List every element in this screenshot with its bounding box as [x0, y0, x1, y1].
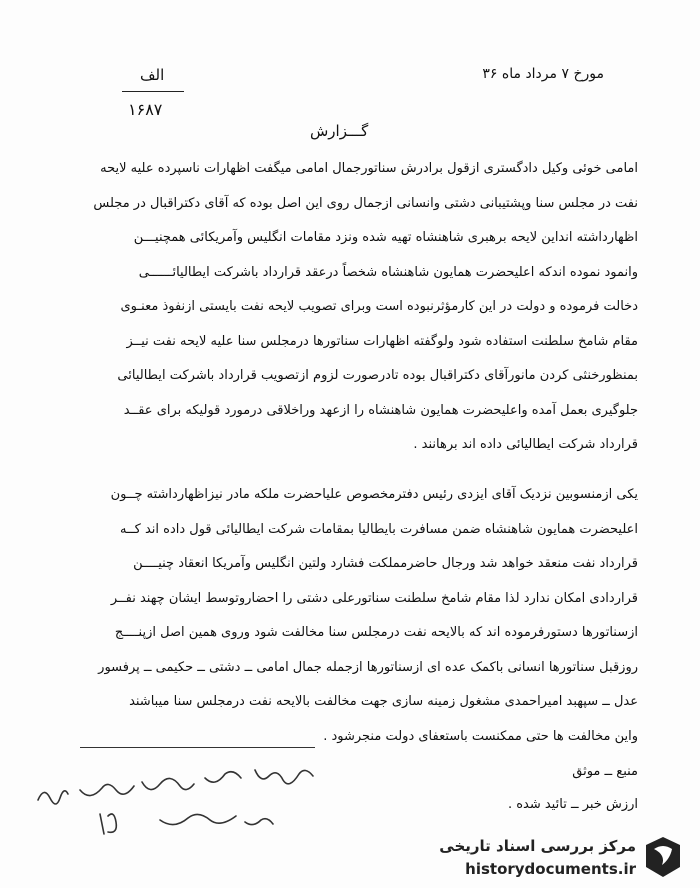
text-line: اعلیحضرت همایون شاهنشاه ضمن مسافرت بایطالیا بمقامات شرکت ایطالیائی قول داده اند کــه: [120, 521, 638, 537]
text-line: ازسناتورها دستورفرموده اند که بالایحه نفت درمجلس سنا مخالفت شود وروی همین اصل ازپنــــج: [114, 625, 638, 640]
text-line: مقام شامخ سلطنت استفاده شود ولوگفته اظهارات سناتورها درمجلس سنا علیه لایحه نفت نیــز: [126, 333, 638, 349]
text-line: نفت در مجلس سنا وپشتیبانی دشتی وانسانی ازجمال روی این اصل بوده که آقای دکتراقبال در مجلس: [93, 195, 638, 211]
archive-logo-icon: [642, 835, 684, 879]
text-line: یکی ازمنسوبین نزدیک آقای ایزدی رئیس دفترمخصوص علیاحضرت ملکه مادر نیزاظهارداشته چــون: [110, 487, 638, 502]
archive-watermark: [420, 835, 690, 883]
document-number: ۱۶۸۷: [128, 100, 163, 119]
archive-url: historydocuments.ir: [465, 860, 636, 878]
text-line: قرارداد نفت منعقد خواهد شد ورجال حاضرمملکت فشارد ولتین انگلیس وآمریکا انعقاد چنیــــن: [133, 556, 638, 571]
text-line: دخالت فرموده و دولت در این کارمؤثرنبوده است وبرای تصویب لایحه نفت بایستی ازنفوذ معنـوی: [120, 299, 638, 314]
text-line: بمنظورخنثی کردن مانورآقای دکتراقبال بوده تادرصورت لزوم ازتصویب قرارداد باشرکت ایطالیائی: [117, 368, 638, 383]
paragraph-2: [48, 478, 638, 754]
text-line: قراردادی امکان ندارد لذا مقام شامخ سلطنت سناتورعلی دشتی را احضاروتوسط ایشان چهند نفــر: [110, 590, 638, 606]
text-line: امامی خوئی وکیل دادگستری ازقول برادرش سناتورجمال امامی میگفت اظهارات ناسپرده علیه لایحه: [100, 161, 638, 176]
text-line: عدل ــ سپهبد امیراحمدی مشغول زمینه سازی جهت مخالفت بالایحه نفت درمجلس سنا میباشند: [129, 694, 638, 709]
document-date: مورخ ۷ مرداد ماه ۳۶: [482, 66, 604, 82]
closing-dash-line: [80, 747, 315, 748]
text-line: قرارداد شرکت ایطالیائی داده اند برهانند .: [413, 437, 638, 452]
text-line: واین مخالفت ها حتی ممکنست باستعفای دولت منجرشود .: [323, 728, 638, 744]
text-line: وانمود نموده اندکه اعلیحضرت همایون شاهنشاه شخصاً درعقد قرارداد باشرکت ایطالیائــــــی: [138, 264, 638, 280]
paragraph-1: [48, 152, 638, 463]
document-series: الف: [140, 66, 165, 84]
text-line: روزقبل سناتورها انسانی باکمک عده ای ازسناتورها ازجمله جمال امامی ــ دشتی ــ حکیمی ــ پرفسور: [98, 659, 638, 675]
handwritten-annotation: [30, 760, 350, 840]
evaluation-line: ارزش خبر ــ تائید شده .: [507, 797, 638, 812]
text-line: جلوگیری بعمل آمده واعلیحضرت همایون شاهنشاه را ازعهد وراخلاقی درمورد قولیکه برای عقــد: [123, 402, 638, 418]
source-line: منبع ــ موثق: [572, 764, 638, 779]
series-underline: [122, 91, 184, 92]
report-title: گـــزارش: [310, 122, 369, 140]
text-line: اظهارداشته انداین لایحه برهبری شاهنشاه تهیه شده ونزد مقامات انگلیس وآمریکائی همچنیـــن: [133, 230, 638, 245]
archive-name: مرکز بررسی اسناد تاریخی: [439, 837, 636, 855]
